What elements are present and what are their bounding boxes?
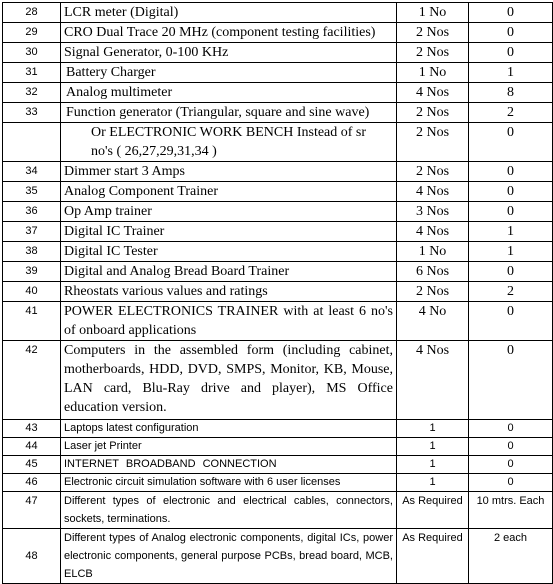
equipment-table: [2, 2, 553, 584]
serial-number: 37: [3, 222, 61, 242]
available-quantity: 0: [469, 474, 553, 492]
required-quantity: 2 Nos: [397, 23, 469, 43]
item-description: Electronic circuit simulation software with 6 user licenses: [61, 474, 397, 492]
required-quantity: As Required: [397, 529, 469, 584]
table-row: [3, 182, 553, 202]
item-description: LCR meter (Digital): [61, 3, 397, 23]
required-quantity: 1: [397, 474, 469, 492]
table-row: [3, 302, 553, 341]
available-quantity: 2: [469, 103, 553, 123]
serial-number: 40: [3, 282, 61, 302]
item-description: CRO Dual Trace 20 MHz (component testing facilities): [61, 23, 397, 43]
available-quantity: 2: [469, 282, 553, 302]
available-quantity: 1: [469, 63, 553, 83]
required-quantity: 4 Nos: [397, 222, 469, 242]
table-row: [3, 492, 553, 529]
item-description: Digital IC Tester: [61, 242, 397, 262]
serial-number: [3, 123, 61, 162]
table-row: [3, 202, 553, 222]
required-quantity: 4 Nos: [397, 182, 469, 202]
required-quantity: 2 Nos: [397, 282, 469, 302]
available-quantity: 1: [469, 242, 553, 262]
table-row: [3, 242, 553, 262]
serial-number: 30: [3, 43, 61, 63]
item-description: Analog multimeter: [61, 83, 397, 103]
serial-number: 42: [3, 341, 61, 420]
table-row: [3, 262, 553, 282]
required-quantity: 1: [397, 456, 469, 474]
item-description: Computers in the assembled form (including cabinet, motherboards, HDD, DVD, SMPS, Monitor, KB, Mouse, LAN card, Blu-Ray drive and player), MS Office education version.: [61, 341, 397, 420]
serial-number: 44: [3, 438, 61, 456]
item-description: Laptops latest configuration: [61, 420, 397, 438]
item-description: Op Amp trainer: [61, 202, 397, 222]
available-quantity: 0: [469, 43, 553, 63]
item-description: Different types of Analog electronic components, digital ICs, power electronic components, general purpose PCBs, bread board, MCB, ELCB: [61, 529, 397, 584]
item-description: Laser jet Printer: [61, 438, 397, 456]
available-quantity: 0: [469, 123, 553, 162]
available-quantity: 0: [469, 262, 553, 282]
table-row: [3, 103, 553, 123]
table-row: [3, 63, 553, 83]
required-quantity: 1 No: [397, 242, 469, 262]
table-row: [3, 123, 553, 162]
required-quantity: 6 Nos: [397, 262, 469, 282]
serial-number: 47: [3, 492, 61, 529]
table-row: [3, 456, 553, 474]
available-quantity: 0: [469, 438, 553, 456]
required-quantity: 3 Nos: [397, 202, 469, 222]
available-quantity: 0: [469, 202, 553, 222]
item-description: Signal Generator, 0-100 KHz: [61, 43, 397, 63]
available-quantity: 0: [469, 420, 553, 438]
table-row: [3, 222, 553, 242]
available-quantity: 0: [469, 162, 553, 182]
required-quantity: 4 Nos: [397, 341, 469, 420]
table-row: [3, 43, 553, 63]
available-quantity: 0: [469, 456, 553, 474]
serial-number: 32: [3, 83, 61, 103]
required-quantity: 2 Nos: [397, 43, 469, 63]
table-row: [3, 3, 553, 23]
serial-number: 46: [3, 474, 61, 492]
available-quantity: 0: [469, 302, 553, 341]
item-description: INTERNET BROADBAND CONNECTION: [61, 456, 397, 474]
required-quantity: 1 No: [397, 3, 469, 23]
serial-number: 35: [3, 182, 61, 202]
serial-number: 28: [3, 3, 61, 23]
available-quantity: 10 mtrs. Each: [469, 492, 553, 529]
item-description: Battery Charger: [61, 63, 397, 83]
available-quantity: 0: [469, 182, 553, 202]
required-quantity: 2 Nos: [397, 103, 469, 123]
serial-number: 43: [3, 420, 61, 438]
serial-number: 41: [3, 302, 61, 341]
table-row: [3, 420, 553, 438]
item-description: Analog Component Trainer: [61, 182, 397, 202]
required-quantity: 1 No: [397, 63, 469, 83]
required-quantity: 4 No: [397, 302, 469, 341]
serial-number: 39: [3, 262, 61, 282]
serial-number: 34: [3, 162, 61, 182]
required-quantity: 1: [397, 420, 469, 438]
serial-number: 36: [3, 202, 61, 222]
serial-number: 33: [3, 103, 61, 123]
table-row: [3, 529, 553, 584]
item-description: Function generator (Triangular, square and sine wave): [61, 103, 397, 123]
serial-number: 48: [3, 529, 61, 584]
table-row: [3, 474, 553, 492]
available-quantity: 8: [469, 83, 553, 103]
available-quantity: 1: [469, 222, 553, 242]
table-row: [3, 438, 553, 456]
available-quantity: 0: [469, 3, 553, 23]
serial-number: 38: [3, 242, 61, 262]
item-description: Rheostats various values and ratings: [61, 282, 397, 302]
required-quantity: 1: [397, 438, 469, 456]
item-description: Dimmer start 3 Amps: [61, 162, 397, 182]
item-description: Or ELECTRONIC WORK BENCH Instead of sr no's ( 26,27,29,31,34 ): [61, 123, 397, 162]
table-row: [3, 23, 553, 43]
available-quantity: 0: [469, 341, 553, 420]
required-quantity: 2 Nos: [397, 123, 469, 162]
table-row: [3, 83, 553, 103]
table-row: [3, 341, 553, 420]
table-row: [3, 162, 553, 182]
required-quantity: 4 Nos: [397, 83, 469, 103]
available-quantity: 0: [469, 23, 553, 43]
item-description: Digital and Analog Bread Board Trainer: [61, 262, 397, 282]
item-description: Different types of electronic and electrical cables, connectors, sockets, terminations.: [61, 492, 397, 529]
serial-number: 31: [3, 63, 61, 83]
serial-number: 29: [3, 23, 61, 43]
item-description: POWER ELECTRONICS TRAINER with at least 6 no's of onboard applications: [61, 302, 397, 341]
serial-number: 45: [3, 456, 61, 474]
available-quantity: 2 each: [469, 529, 553, 584]
item-description: Digital IC Trainer: [61, 222, 397, 242]
required-quantity: As Required: [397, 492, 469, 529]
required-quantity: 2 Nos: [397, 162, 469, 182]
table-row: [3, 282, 553, 302]
